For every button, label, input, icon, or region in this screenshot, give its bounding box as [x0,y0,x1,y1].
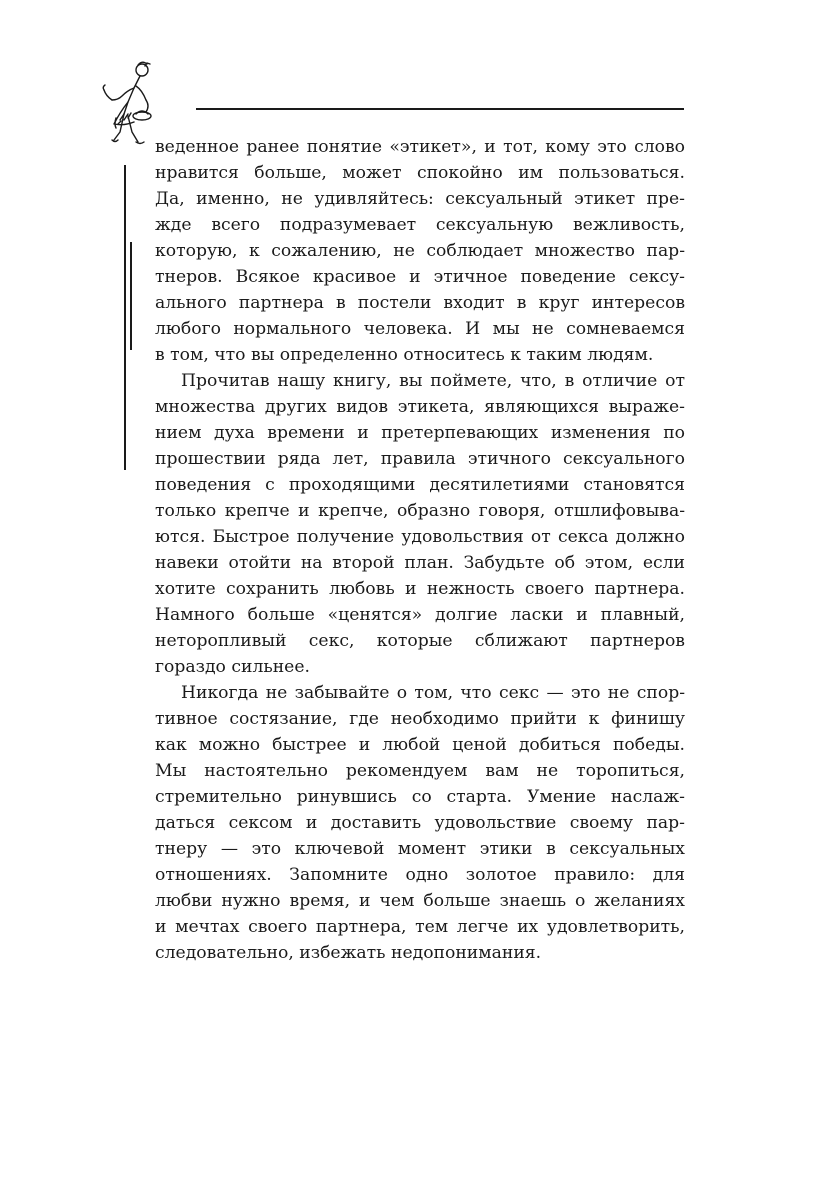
text-line: в том, что вы определенно относитесь к таким людям. [155,345,654,365]
text-line: тивное состязание, где необходимо прийти к финишу [155,709,685,729]
text-line: тнеру — это ключевой момент этики в сексуальных [155,839,685,859]
text-line: прошествии ряда лет, правила этичного сексуального [155,449,685,469]
text-line: веденное ранее понятие «этикет», и тот, кому это слово [155,137,685,157]
text-line: множества других видов этикета, являющихся выраже- [155,397,685,417]
text-line: нравится больше, может спокойно им пользоваться. [155,163,685,183]
text-line: даться сексом и доставить удовольствие своему пар- [155,813,685,833]
text-line: жде всего подразумевает сексуальную вежливость, [155,215,685,235]
margin-rule-long [124,165,126,470]
text-line: Мы настоятельно рекомендуем вам не торопиться, [155,761,685,781]
paragraph-3 [155,680,685,966]
margin-rule-short [130,242,132,350]
text-line: гораздо сильнее. [155,657,310,677]
text-line: неторопливый секс, которые сближают партнеров [155,631,685,651]
text-line: которую, к сожалению, не соблюдает множество пар- [155,241,685,261]
text-line: Да, именно, не удивляйтесь: сексуальный этикет пре- [155,189,685,209]
text-line: хотите сохранить любовь и нежность своего партнера. [155,579,685,599]
text-line: следовательно, избежать недопонимания. [155,943,542,963]
paragraph-2 [155,368,685,680]
text-line: только крепче и крепче, образно говоря, отшлифовыва- [155,501,685,521]
text-line: нием духа времени и претерпевающих изменения по [155,423,685,443]
text-line: и мечтах своего партнера, тем легче их удовлетворить, [155,917,685,937]
text-line: Намного больше «ценятся» долгие ласки и плавный, [155,605,685,625]
text-line: Прочитав нашу книгу, вы поймете, что, в отличие от [181,371,685,391]
text-line: тнеров. Всякое красивое и этичное поведение сексу- [155,267,685,287]
header-rule [196,108,684,110]
text-line: ются. Быстрое получение удовольствия от секса должно [155,527,685,547]
text-line: любви нужно время, и чем больше знаешь о желаниях [155,891,685,911]
text-line: любого нормального человека. И мы не сомневаемся [155,319,685,339]
dancing-figure-icon [98,58,162,148]
text-line: как можно быстрее и любой ценой добиться победы. [155,735,685,755]
text-line: навеки отойти на второй план. Забудьте об этом, если [155,553,685,573]
text-line: стремительно ринувшись со старта. Умение наслаж- [155,787,685,807]
text-line: Никогда не забывайте о том, что секс — это не спор- [181,683,685,703]
paragraph-1 [155,134,685,368]
text-line: отношениях. Запомните одно золотое правило: для [155,865,685,885]
text-line: поведения с проходящими десятилетиями становятся [155,475,685,495]
text-line: ального партнера в постели входит в круг интересов [155,293,685,313]
body-text [155,134,685,966]
